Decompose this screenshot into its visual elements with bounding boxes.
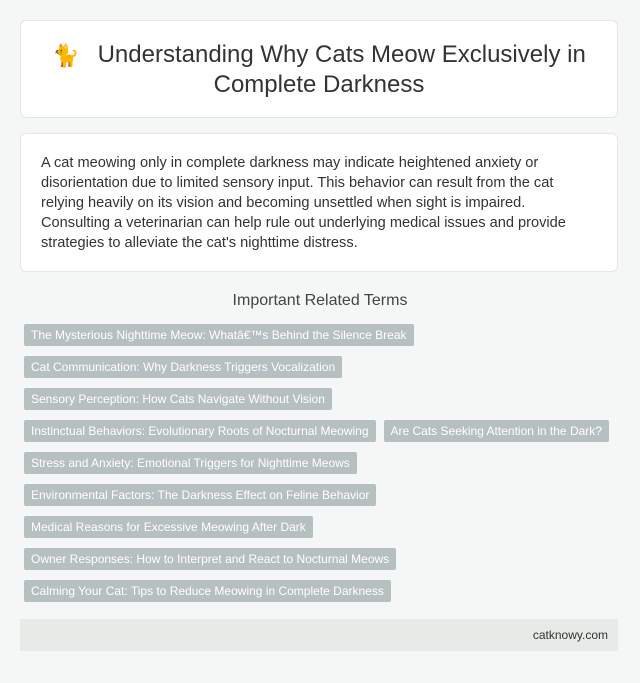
page-title (45, 40, 593, 99)
cat-icon: 🐈 (52, 42, 80, 68)
description-card (20, 133, 618, 272)
related-terms-heading: Important Related Terms (232, 292, 408, 309)
related-term-tag[interactable]: Sensory Perception: How Cats Navigate Without Vision (24, 388, 332, 410)
page-title-text: Understanding Why Cats Meow Exclusively in Complete Darkness (97, 40, 586, 98)
description-text: A cat meowing only in complete darkness may indicate heightened anxiety or disorientation due to limited sensory input. This behavior can result from the cat relying heavily on its vision and becoming unsettled when sight is impaired. Consulting a veterinarian can help rule out underlying medical issues and provide strategies to alleviate the cat's nighttime distress. (41, 155, 566, 251)
related-term-tag[interactable]: Stress and Anxiety: Emotional Triggers for Nighttime Meows (24, 452, 357, 474)
related-term-tag[interactable]: The Mysterious Nighttime Meow: Whatâ€™s Behind the Silence Break (24, 324, 414, 346)
related-term-tag[interactable]: Are Cats Seeking Attention in the Dark? (384, 420, 609, 442)
related-term-tag[interactable]: Medical Reasons for Excessive Meowing After Dark (24, 516, 313, 538)
title-card (20, 20, 618, 118)
related-term-tag[interactable]: Instinctual Behaviors: Evolutionary Roots of Nocturnal Meowing (24, 420, 376, 442)
related-term-tag[interactable]: Environmental Factors: The Darkness Effect on Feline Behavior (24, 484, 376, 506)
footer (20, 619, 618, 651)
related-terms-list (24, 324, 620, 602)
related-term-tag[interactable]: Calming Your Cat: Tips to Reduce Meowing in Complete Darkness (24, 580, 391, 602)
related-term-tag[interactable]: Cat Communication: Why Darkness Triggers Vocalization (24, 356, 342, 378)
related-term-tag[interactable]: Owner Responses: How to Interpret and React to Nocturnal Meows (24, 548, 396, 570)
footer-site-name: catknowy.com (532, 628, 608, 642)
